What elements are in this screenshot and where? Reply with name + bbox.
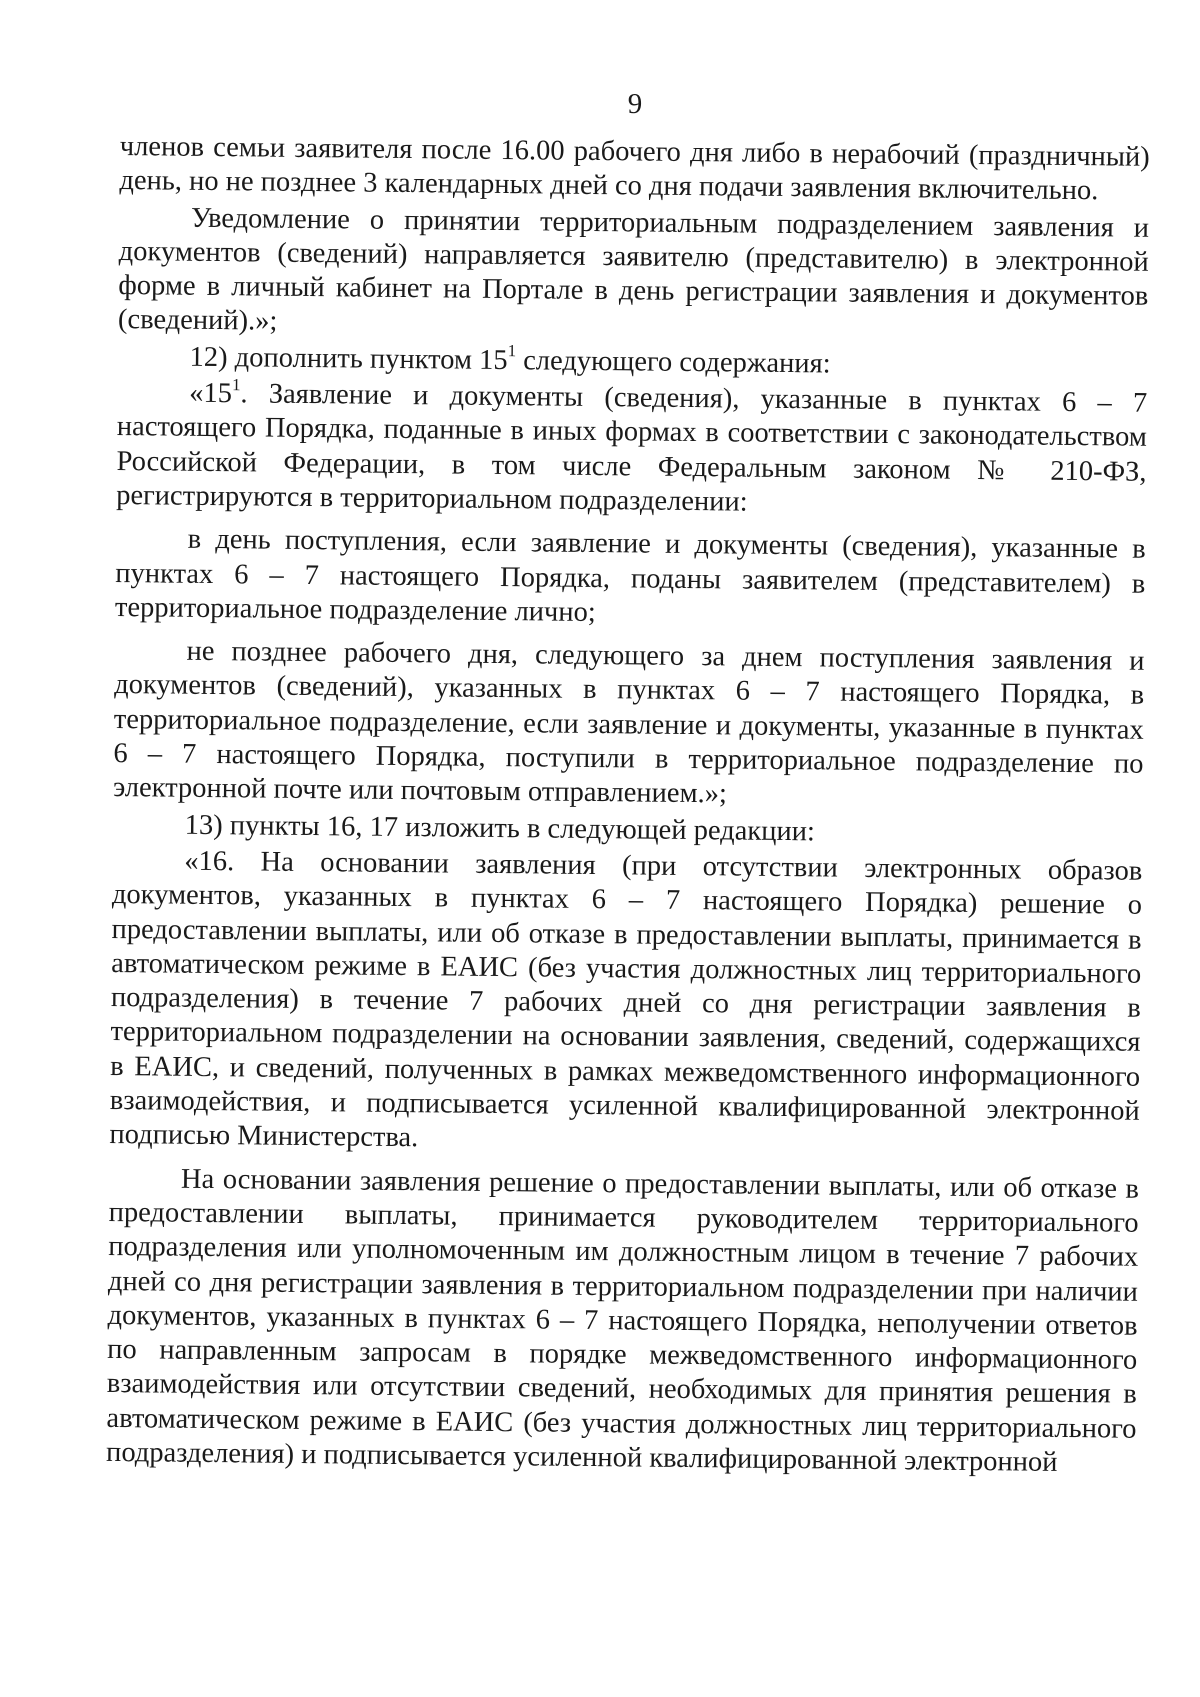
paragraph-3-text-end: следующего содержания: xyxy=(515,344,831,380)
document-body xyxy=(106,130,1150,1481)
paragraph-5: в день поступления, если заявление и документы (сведения), указанные в пунктах 6 – 7 настоящего Порядка, поданы заявителем (представителем) в территориальное подразделение лично; xyxy=(114,523,1146,628)
paragraph-9: На основании заявления решение о предоставлении выплаты, или об отказе в предоставлении выплаты, принимается руководителем территориального подразделения или уполномоченным им должностным лицом в течение 7 рабочих дней со дня регистрации заявления в территориальном подразделении при наличии документов, указанных в пунктах 6 – 7 настоящего Порядка, неполучении ответов по направленным запросам в порядке межведомственного информационного взаимодействия или отсутствии сведений, необходимых для принятия решения в автоматическом режиме в ЕАИС (без участия должностных лиц территориального подразделения) и подписывается усиленной квалифицированной электронной xyxy=(105,1163,1140,1478)
paragraph-1: членов семьи заявителя после 16.00 рабочего дня либо в нерабочий (праздничный) день, но не позднее 3 календарных дней со дня подачи заявления включительно. xyxy=(119,130,1150,207)
paragraph-6: не позднее рабочего дня, следующего за днем поступления заявления и документов (сведений), указанных в пунктах 6 – 7 настоящего Порядка, в территориальное подразделение, если заявление и документы, указанные в пунктах 6 – 7 настоящего Порядка, поступили в территориальное подразделение по электронной почте или почтовым отправлением.»; xyxy=(112,635,1145,810)
paragraph-3-text-start: 12) дополнить пунктом 15 xyxy=(189,341,508,376)
paragraph-4-text-start: «15 xyxy=(189,377,233,410)
paragraph-4-superscript: 1 xyxy=(231,374,241,394)
page-number: 9 xyxy=(627,88,643,120)
paragraph-8: «16. На основании заявления (при отсутствии электронных образов документов, указанных в пунктах 6 – 7 настоящего Порядка) решение о предоставлении выплаты, или об отказе в предоставлении выплаты, принимается в автоматическом режиме в ЕАИС (без участия должностных лиц территориального подразделения) в течение 7 рабочих дней со дня регистрации заявления в территориальном подразделении на основании заявления, сведений, содержащихся в ЕАИС, и сведений, полученных в рамках межведомственного информационного взаимодействия, и подписывается усиленной квалифицированной электронной подписью Министерства. xyxy=(109,845,1143,1154)
paragraph-4-text-end: . Заявление и документы (сведения), указанные в пунктах 6 – 7 настоящего Порядка, поданные в иных формах в соответствии с законодательством Российской Федерации, в том числе Федеральным законом № 210-ФЗ, регистрируются в территориальном подразделении: xyxy=(116,378,1148,518)
paragraph-2: Уведомление о принятии территориальным подразделением заявления и документов (сведений) направляется заявителю (представителю) в электронной форме в личный кабинет на Портале в день регистрации заявления и документов (сведений).»; xyxy=(117,202,1150,338)
paragraph-7: 13) пункты 16, 17 изложить в следующей редакции: xyxy=(184,809,816,847)
paragraph-4 xyxy=(116,376,1147,524)
paragraph-3-superscript: 1 xyxy=(507,341,517,361)
